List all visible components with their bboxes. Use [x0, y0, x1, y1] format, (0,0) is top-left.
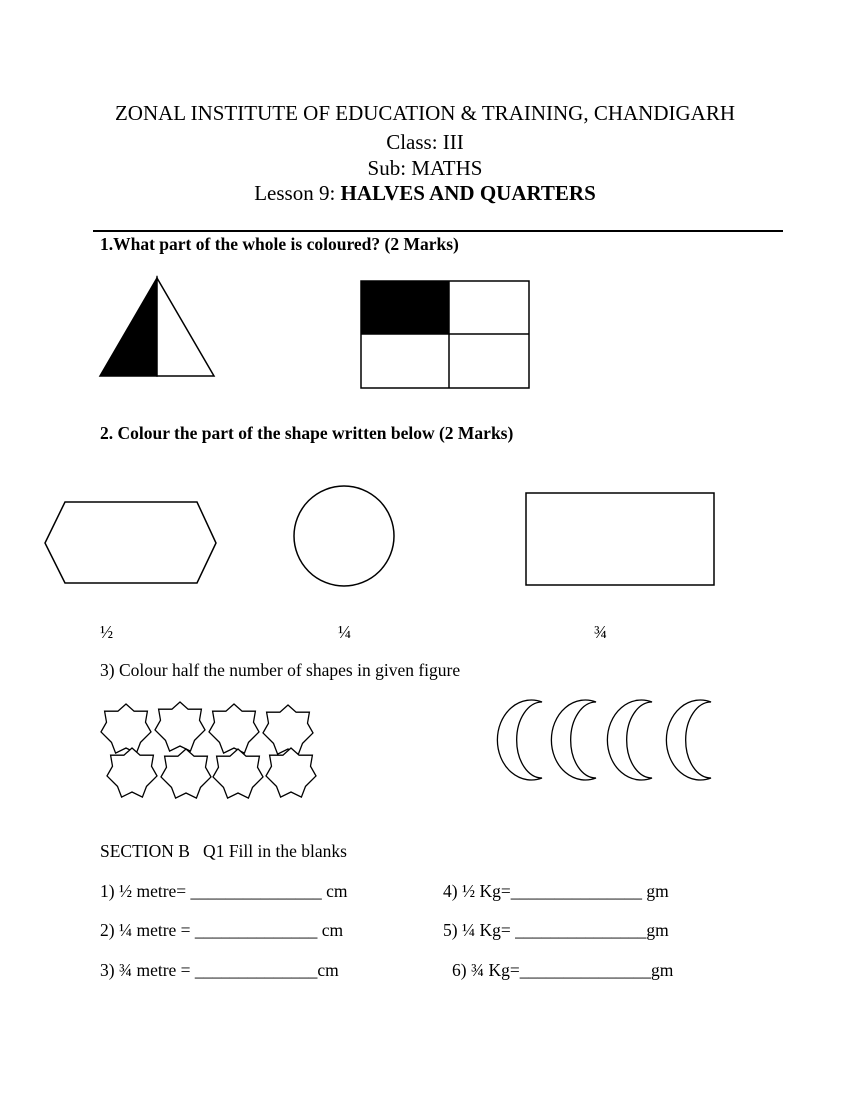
blank-item-2[interactable]: 2) ¼ metre = ______________ cm	[100, 920, 344, 940]
triangle-blank-half	[157, 278, 214, 376]
half-shaded-triangle	[98, 276, 218, 380]
triangle-shaded-half	[100, 278, 157, 376]
lesson-title: HALVES AND QUARTERS	[340, 181, 596, 205]
blank-item-6[interactable]: 6) ¾ Kg=_______________gm	[452, 960, 674, 980]
rectangle-shape[interactable]	[524, 491, 718, 589]
header-divider	[93, 230, 783, 232]
star-shape[interactable]	[155, 702, 205, 751]
star-shape[interactable]	[161, 749, 211, 798]
question-3-text: 3) Colour half the number of shapes in given figure	[100, 660, 461, 680]
blank-item-3[interactable]: 3) ¾ metre = ______________cm	[100, 960, 339, 980]
star-shape[interactable]	[107, 748, 157, 797]
fraction-label-quarter: ¼	[338, 622, 352, 642]
section-b-heading: SECTION B Q1 Fill in the blanks	[100, 841, 347, 861]
star-shape[interactable]	[266, 748, 316, 797]
fraction-label-three-quarters: ¾	[594, 622, 608, 642]
crescent-moon-shape[interactable]	[497, 700, 542, 780]
crescents-group	[498, 700, 718, 782]
crescent-moon-shape[interactable]	[666, 700, 711, 780]
quarter-shaded-square	[360, 280, 532, 392]
question-1-text: 1.What part of the whole is coloured? (2 Marks)	[100, 234, 459, 254]
blank-item-4[interactable]: 4) ½ Kg=_______________ gm	[443, 881, 669, 901]
crescent-moon-shape[interactable]	[607, 700, 652, 780]
institute-name: ZONAL INSTITUTE OF EDUCATION & TRAINING, CHANDIGARH	[114, 101, 736, 125]
crescent-moon-shape[interactable]	[551, 700, 596, 780]
lesson-prefix: Lesson 9:	[254, 181, 341, 205]
star-shape[interactable]	[209, 704, 259, 753]
fraction-label-half: ½	[100, 622, 114, 642]
subject-line: Sub: MATHS	[367, 156, 483, 180]
hexagon-shape[interactable]	[43, 500, 219, 586]
stars-group	[96, 700, 321, 802]
star-shape[interactable]	[263, 705, 313, 754]
class-line: Class: III	[386, 130, 464, 154]
star-shape[interactable]	[213, 749, 263, 798]
blank-item-1[interactable]: 1) ½ metre= _______________ cm	[100, 881, 348, 901]
star-shape[interactable]	[101, 704, 151, 753]
square-shaded-quarter	[361, 281, 449, 334]
question-2-text: 2. Colour the part of the shape written below (2 Marks)	[100, 423, 514, 443]
blank-item-5[interactable]: 5) ¼ Kg= _______________gm	[443, 920, 669, 940]
circle-shape[interactable]	[292, 485, 398, 591]
lesson-line	[0, 181, 850, 206]
